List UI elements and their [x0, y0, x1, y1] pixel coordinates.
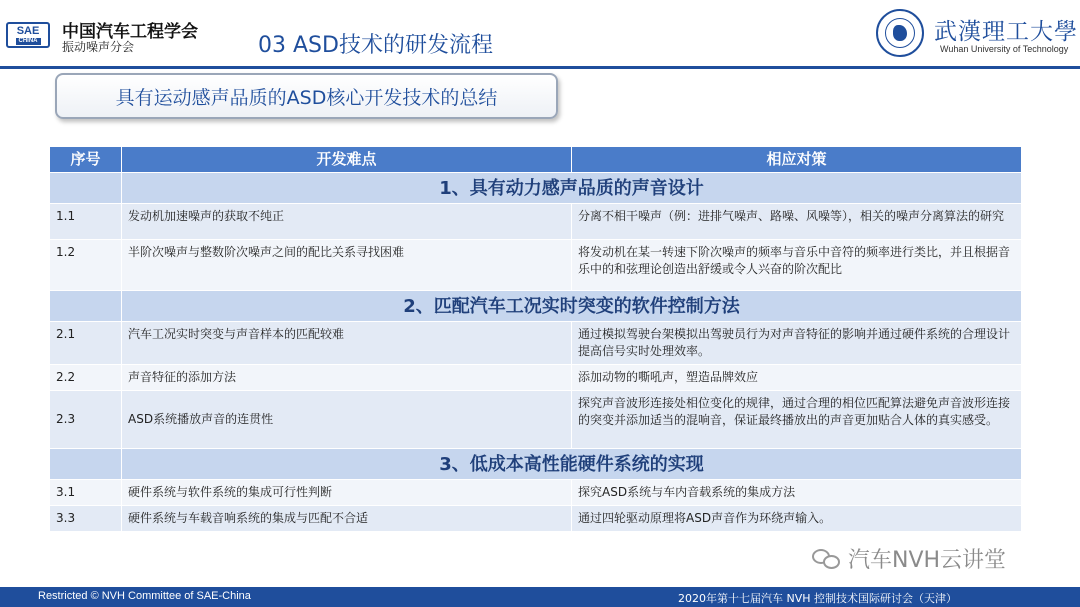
watermark	[812, 543, 1006, 574]
row-index: 2.2	[50, 365, 122, 391]
table-header-row	[50, 147, 1022, 173]
row-difficulty: 声音特征的添加方法	[122, 365, 572, 391]
university-english-name: Wuhan University of Technology	[940, 44, 1069, 54]
org-subtitle: 振动噪声分会	[62, 40, 135, 54]
row-difficulty: 硬件系统与车载音响系统的集成与匹配不合适	[122, 506, 572, 532]
section-title: 1、具有动力感声品质的声音设计	[122, 173, 1022, 204]
row-index: 2.3	[50, 391, 122, 449]
row-difficulty: 半阶次噪声与整数阶次噪声之间的配比关系寻找困难	[122, 240, 572, 291]
sae-china-logo	[6, 22, 50, 48]
row-solution: 探究ASD系统与车内音载系统的集成方法	[572, 480, 1022, 506]
university-emblem-icon	[876, 9, 924, 57]
row-solution: 将发动机在某一转速下阶次噪声的频率与音乐中音符的频率进行类比，并且根据音乐中的和弦理论创造出舒缓或令人兴奋的阶次配比	[572, 240, 1022, 291]
section-title: 2、匹配汽车工况实时突变的软件控制方法	[122, 291, 1022, 322]
footer-copyright: Restricted © NVH Committee of SAE-China	[38, 590, 251, 602]
row-difficulty: 汽车工况实时突变与声音样本的匹配较难	[122, 322, 572, 365]
footer	[0, 587, 1080, 607]
section-row	[50, 449, 1022, 480]
table-row	[50, 240, 1022, 291]
section-row	[50, 291, 1022, 322]
row-solution: 通过模拟驾驶台架模拟出驾驶员行为对声音特征的影响并通过硬件系统的合理设计提高信号实时处理效率。	[572, 322, 1022, 365]
sae-logo-text: SAE	[16, 24, 40, 37]
university-name: 武漢理工大學	[934, 19, 1078, 45]
section-title: 3、低成本高性能硬件系统的实现	[122, 449, 1022, 480]
row-solution: 探究声音波形连接处相位变化的规律，通过合理的相位匹配算法避免声音波形连接的突变并添加适当的混响音，保证最终播放出的声音更加贴合人体的真实感受。	[572, 391, 1022, 449]
row-index: 1.1	[50, 204, 122, 240]
header-solution: 相应对策	[572, 147, 1022, 173]
header-index: 序号	[50, 147, 122, 173]
watermark-text: 汽车NVH云讲堂	[848, 548, 1007, 573]
section-subtitle: 具有运动感声品质的ASD核心开发技术的总结	[55, 73, 558, 119]
table-row	[50, 365, 1022, 391]
table-row	[50, 480, 1022, 506]
row-solution: 添加动物的嘶吼声，塑造品牌效应	[572, 365, 1022, 391]
row-difficulty: 发动机加速噪声的获取不纯正	[122, 204, 572, 240]
row-solution: 通过四轮驱动原理将ASD声音作为环绕声输入。	[572, 506, 1022, 532]
summary-table	[49, 146, 1022, 532]
header-divider	[0, 66, 1080, 69]
table-row	[50, 506, 1022, 532]
page-title: 03 ASD技术的研发流程	[258, 33, 493, 58]
row-solution: 分离不相干噪声（例：进排气噪声、路噪、风噪等），相关的噪声分离算法的研究	[572, 204, 1022, 240]
table-row	[50, 391, 1022, 449]
org-name: 中国汽车工程学会	[62, 22, 198, 42]
row-index: 2.1	[50, 322, 122, 365]
row-difficulty: ASD系统播放声音的连贯性	[122, 391, 572, 449]
row-index: 3.1	[50, 480, 122, 506]
row-difficulty: 硬件系统与软件系统的集成可行性判断	[122, 480, 572, 506]
table-row	[50, 204, 1022, 240]
footer-event: 2020年第十七届汽车 NVH 控制技术国际研讨会（天津）	[678, 592, 958, 605]
header-difficulty: 开发难点	[122, 147, 572, 173]
row-index: 3.3	[50, 506, 122, 532]
sae-logo-subtext: CHINA	[16, 38, 41, 45]
header	[0, 0, 1080, 68]
wechat-icon	[812, 547, 842, 571]
row-index: 1.2	[50, 240, 122, 291]
section-row	[50, 173, 1022, 204]
table-row	[50, 322, 1022, 365]
